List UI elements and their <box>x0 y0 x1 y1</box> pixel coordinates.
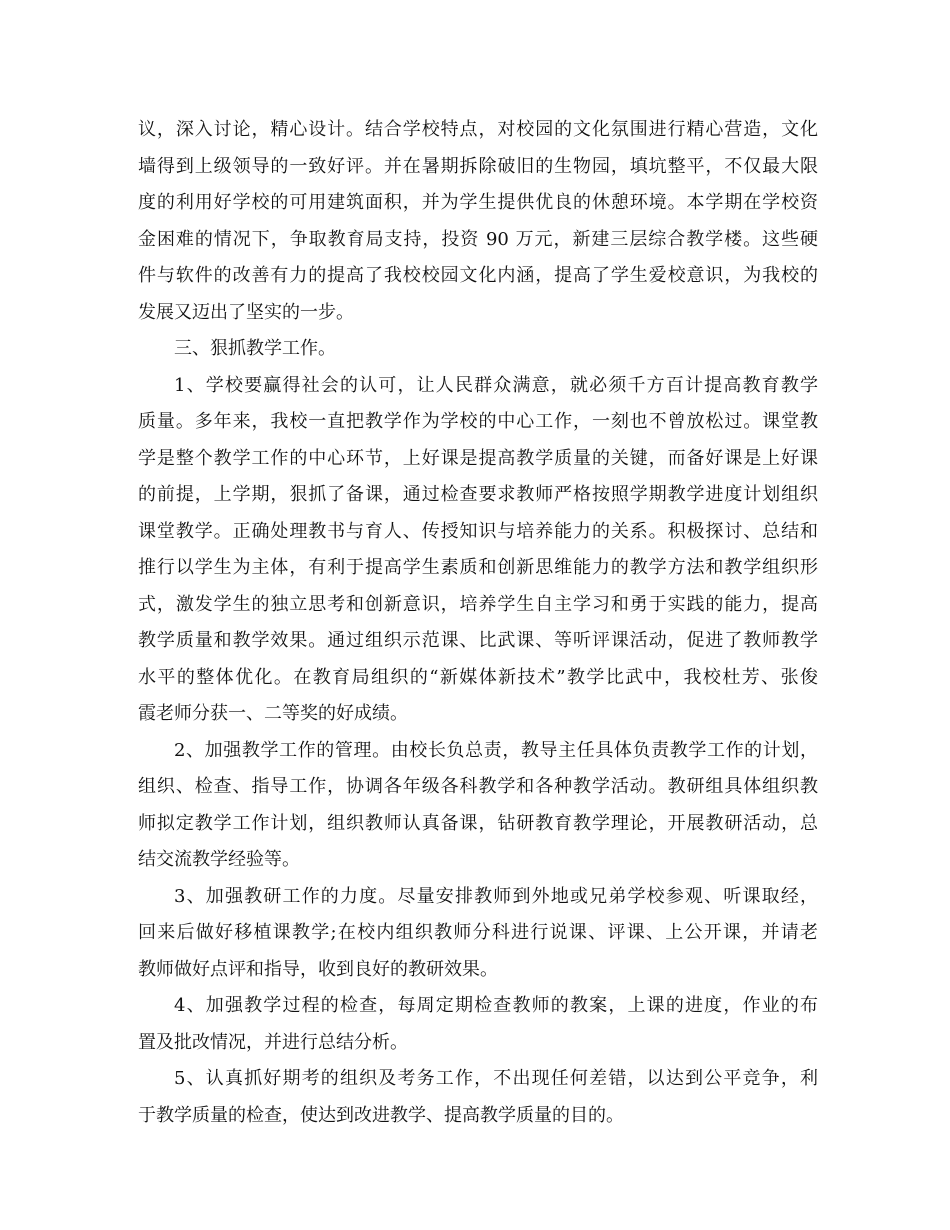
text-line: 课堂教学。正确处理教书与育人、传授知识与培养能力的关系。积极探讨、总结和 <box>138 520 818 542</box>
text-line: 件与软件的改善有力的提高了我校校园文化内涵，提高了学生爱校意识，为我校的 <box>138 265 818 286</box>
text-line: 学是整个教学工作的中心环节，上好课是提高教学质量的关键，而备好课是上好课 <box>138 447 818 469</box>
text-line: 的前提，上学期，狠抓了备课，通过检查要求教师严格按照学期教学进度计划组织 <box>138 484 818 505</box>
text-line: 教师做好点评和指导，收到良好的教研效果。 <box>138 958 498 980</box>
paragraph-item-2 <box>138 733 818 879</box>
text-line: 师拟定教学工作计划，组织教师认真备课，钻研教育教学理论，开展教研活动，总 <box>138 812 818 834</box>
section-heading <box>138 331 818 368</box>
text-line: 4、加强教学过程的检查，每周定期检查教师的教案，上课的进度，作业的布 <box>174 995 818 1016</box>
paragraph-item-4 <box>138 988 818 1061</box>
text-line: 5、认真抓好期考的组织及考务工作，不出现任何差错，以达到公平竞争，利 <box>174 1068 818 1089</box>
document-body <box>138 112 818 1134</box>
paragraph-item-3 <box>138 879 818 989</box>
paragraph-item-1 <box>138 368 818 733</box>
section-heading-text: 三、狠抓教学工作。 <box>174 338 336 359</box>
text-line: 于教学质量的检查，使达到改进教学、提高教学质量的目的。 <box>138 1104 624 1126</box>
text-line: 1、学校要赢得社会的认可，让人民群众满意，就必须千方百计提高教育教学 <box>174 374 818 396</box>
text-line: 度的利用好学校的可用建筑面积，并为学生提供优良的休憩环境。本学期在学校资 <box>138 192 818 213</box>
text-line: 置及批改情况，并进行总结分析。 <box>138 1031 408 1053</box>
text-line: 金困难的情况下，争取教育局支持，投资 90 万元，新建三层综合教学楼。这些硬 <box>138 228 818 250</box>
text-line: 霞老师分获一、二等奖的好成绩。 <box>138 703 408 724</box>
paragraph-item-5 <box>138 1061 818 1134</box>
text-line: 议，深入讨论，精心设计。结合学校特点，对校园的文化氛围进行精心营造，文化 <box>138 119 818 140</box>
text-line: 回来后做好移植课教学;在校内组织教师分科进行说课、评课、上公开课，并请老 <box>138 922 818 943</box>
paragraph-campus-culture <box>138 112 818 331</box>
text-line: 墙得到上级领导的一致好评。并在暑期拆除破旧的生物园，填坑整平，不仅最大限 <box>138 155 818 177</box>
text-line: 式，激发学生的独立思考和创新意识，培养学生自主学习和勇于实践的能力，提高 <box>138 593 818 615</box>
text-line: 3、加强教研工作的力度。尽量安排教师到外地或兄弟学校参观、听课取经， <box>174 885 818 907</box>
text-line: 质量。多年来，我校一直把教学作为学校的中心工作，一刻也不曾放松过。课堂教 <box>138 411 818 432</box>
text-line: 2、加强教学工作的管理。由校长负总责，教导主任具体负责教学工作的计划， <box>174 739 818 761</box>
text-line: 发展又迈出了坚实的一步。 <box>138 301 354 323</box>
text-line: 结交流教学经验等。 <box>138 849 300 870</box>
text-line: 教学质量和教学效果。通过组织示范课、比武课、等听评课活动，促进了教师教学 <box>138 630 818 651</box>
text-line: 组织、检查、指导工作，协调各年级各科教学和各种教学活动。教研组具体组织教 <box>138 776 818 797</box>
text-line: 水平的整体优化。在教育局组织的“新媒体新技术”教学比武中，我校杜芳、张俊 <box>138 666 818 688</box>
text-line: 推行以学生为主体，有利于提高学生素质和创新思维能力的教学方法和教学组织形 <box>138 557 818 578</box>
